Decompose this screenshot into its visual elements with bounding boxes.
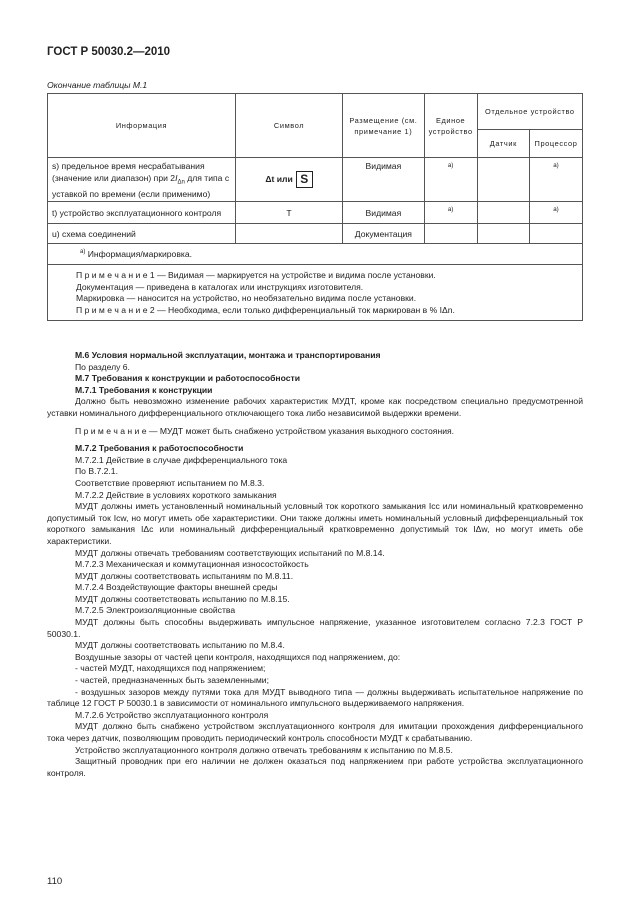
header-processor: Процессор <box>530 130 583 158</box>
m725-d: - частей МУДТ, находящихся под напряжением; <box>75 663 266 674</box>
symbol-text: Δt или <box>265 173 293 184</box>
header-unit-device: Единое устройство <box>424 94 477 158</box>
note-documentation: Документация — приведена в каталогах или инструкциях изготовителя. <box>76 281 364 292</box>
footnote-text: Информация/маркировка. <box>87 249 193 259</box>
m723-text: МУДТ должны соответствовать испытаниям по М.8.11. <box>75 570 294 581</box>
table-m1 <box>47 93 583 321</box>
m6-title: М.6 Условия нормальной эксплуатации, монтажа и транспортирования <box>75 350 381 360</box>
m722-title: М.7.2.2 Действие в условиях короткого замыкания <box>75 489 277 500</box>
page-number: 110 <box>47 876 63 887</box>
row-sensor <box>477 224 529 244</box>
table-caption: Окончание таблицы М.1 <box>47 80 148 90</box>
m721-a: По В.7.2.1. <box>75 466 118 477</box>
m721-b: Соответствие проверяют испытанием по М.8.3. <box>75 477 265 488</box>
row-placement: Видимая <box>343 202 424 224</box>
row-processor: a) <box>530 158 583 202</box>
row-processor <box>530 224 583 244</box>
row-unit: a) <box>424 202 477 224</box>
m71-note: П р и м е ч а н и е — МУДТ может быть снабжено устройством указания выходного состояния. <box>75 425 455 436</box>
m71-text: Должно быть невозможно изменение рабочих характеристик МУДТ, кроме как посредством специально предусмотренной уставки номинального дифференциального отключающего тока либо независимой выдержки времени. <box>47 396 583 418</box>
m726-c: Защитный проводник при его наличии не должен оказаться под напряжением при работе устройства эксплуатационного контроля. <box>47 756 583 778</box>
m725-b: МУДТ должны соответствовать испытанию по М.8.4. <box>75 640 285 651</box>
note-marking: Маркировка — наносится на устройство, но необязательно видима после установки. <box>76 293 417 303</box>
note-1: П р и м е ч а н и е 1 — Видимая — маркируется на устройстве и видима после установки. <box>76 270 436 280</box>
m72-title: М.7.2 Требования к работоспособности <box>75 443 244 454</box>
row-symbol <box>235 224 342 244</box>
note-2: П р и м е ч а н и е 2 — Необходима, если только дифференциальный ток маркирован в % IΔn. <box>76 304 455 315</box>
m722-b: МУДТ должны отвечать требованиям соответствующих испытаний по М.8.14. <box>75 547 385 558</box>
symbol-box: S <box>296 171 313 188</box>
table-row <box>48 224 583 244</box>
row-placement: Видимая <box>343 158 424 202</box>
row-info: s) предельное время несрабатывания (значение или диапазон) при $2I_{\Delta n}$ для типа с уставкой по времени (если применимо) <box>48 158 236 202</box>
m6-text: По разделу 6. <box>75 361 130 372</box>
m724-title: М.7.2.4 Воздействующие факторы внешней среды <box>75 582 278 593</box>
row-processor: a) <box>530 202 583 224</box>
m723-title: М.7.2.3 Механическая и коммутационная износостойкость <box>75 559 309 570</box>
m725-c: Воздушные зазоры от частей цепи контроля, находящихся под напряжением, до: <box>75 651 401 662</box>
document-header: ГОСТ Р 50030.2—2010 <box>47 46 171 58</box>
row-unit: a) <box>424 158 477 202</box>
table-footnote <box>48 244 583 265</box>
footnote-mark: a) <box>80 249 86 256</box>
m726-b: Устройство эксплуатационного контроля должно отвечать требованиям к испытанию по М.8.5. <box>75 744 453 755</box>
row-symbol <box>235 158 342 202</box>
m725-title: М.7.2.5 Электроизоляционные свойства <box>75 605 236 616</box>
m71-title: М.7.1 Требования к конструкции <box>75 384 213 395</box>
header-sensor: Датчик <box>477 130 529 158</box>
m725-e: - частей, предназначенных быть заземленными; <box>75 675 269 686</box>
table-notes <box>48 265 583 321</box>
table-row <box>48 158 583 202</box>
header-symbol: Символ <box>235 94 342 158</box>
m725-f: - воздушных зазоров между путями тока для МУДТ выводного типа — должны выдерживать испытательное напряжение по таблице 12 ГОСТ Р 50030.1 в зависимости от номинального импульсного выдерживаемого напряжения. <box>47 686 583 709</box>
m721-title: М.7.2.1 Действие в случае дифференциального тока <box>75 454 288 465</box>
row-unit <box>424 224 477 244</box>
header-placement: Размещение (см. примечание 1) <box>343 94 424 158</box>
row-info: t) устройство эксплуатационного контроля <box>48 202 236 224</box>
row-info: u) схема соединений <box>48 224 236 244</box>
table-row <box>48 202 583 224</box>
body-text <box>47 350 583 779</box>
m722-text: МУДТ должны иметь установленный номинальный условный ток короткого замыкания Icc или номинальный кратковременно допустимый ток Icw, но могут иметь обе характеристики. Они также должны иметь номинальный условный дифференциальный ток короткого замыкания IΔc или номинальный дифференциальный кратковременно допустимый ток IΔw, но могут иметь обе характеристики. <box>47 501 583 546</box>
header-separate-device: Отдельное устройство <box>477 94 582 130</box>
row-placement: Документация <box>343 224 424 244</box>
m726-text: МУДТ должно быть снабжено устройством эксплуатационного контроля для имитации прохождения дифференциального тока через датчик, позволяющим проводить периодический контроль способности МУДТ к срабатыванию. <box>47 721 583 743</box>
header-info: Информация <box>48 94 236 158</box>
m725-text: МУДТ должны быть способны выдерживать импульсное напряжение, указанное изготовителем согласно 7.2.3 ГОСТ Р 50030.1. <box>47 617 583 639</box>
row-sensor <box>477 158 529 202</box>
m724-text: МУДТ должны соответствовать испытанию по М.8.15. <box>75 593 290 604</box>
m726-title: М.7.2.6 Устройство эксплуатационного контроля <box>75 709 269 720</box>
m7-title: М.7 Требования к конструкции и работоспособности <box>75 373 301 384</box>
row-symbol: T <box>235 202 342 224</box>
row-sensor <box>477 202 529 224</box>
